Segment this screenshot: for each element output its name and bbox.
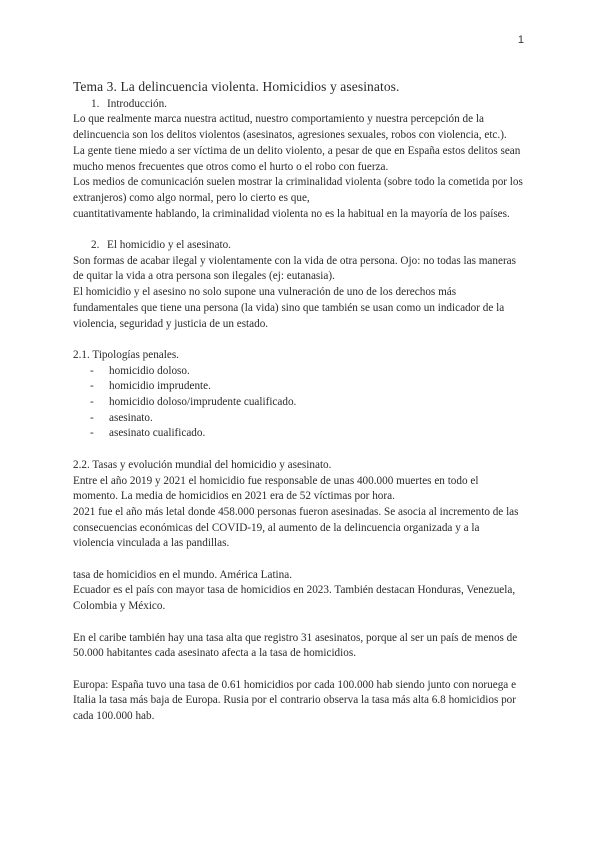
list-item xyxy=(90,426,523,442)
section-1-number: 1. xyxy=(91,97,100,110)
paragraph: El homicidio y el asesino no solo supone una vulneración de uno de los derechos más fundamentales que tiene una persona (la vida) sino que también se usan como un indicador de la violencia, seguridad y justicia de un estado. xyxy=(73,286,505,330)
spacer xyxy=(73,442,523,458)
spacer xyxy=(73,332,523,348)
paragraph: Los medios de comunicación suelen mostrar la criminalidad violenta (sobre todo la cometida por los extranjeros) como algo normal, pero lo cierto es que, xyxy=(73,176,523,204)
paragraph: Lo que realmente marca nuestra actitud, nuestro comportamiento y nuestra percepción de la delincuencia son los delitos violentos (asesinatos, agresiones sexuales, robos con violencia, etc.). xyxy=(73,113,507,142)
list-item xyxy=(90,379,523,395)
document-title: Tema 3. La delincuencia violenta. Homicidios y asesinatos. xyxy=(73,79,400,94)
page-number: 1 xyxy=(517,34,524,46)
section-1-title: Introducción. xyxy=(107,97,167,110)
list-item-text: asesinato. xyxy=(109,411,153,424)
paragraph: tasa de homicidios en el mundo. América Latina. xyxy=(73,568,293,581)
dash-bullet: - xyxy=(90,396,94,409)
spacer xyxy=(73,615,523,631)
paragraph: Entre el año 2019 y 2021 el homicidio fue responsable de unas 400.000 muertes en todo el momento. La media de homicidios en 2021 era de 52 víctimas por hora. xyxy=(73,474,479,503)
list-item xyxy=(90,395,523,411)
list-item xyxy=(90,411,523,427)
section-2-2-heading: 2.2. Tasas y evolución mundial del homicidio y asesinato. xyxy=(73,458,332,471)
spacer xyxy=(73,552,523,568)
paragraph: La gente tiene miedo a ser víctima de un delito violento, a pesar de que en España estos delitos sean mucho menos frecuentes que otros como el hurto o el robo con fuerza. xyxy=(73,144,521,173)
paragraph: Son formas de acabar ilegal y violentamente con la vida de otra persona. Ojo: no todas las maneras de quitar la vida a otra persona son ilegales (ej: eutanasia). xyxy=(73,254,516,283)
list-item-text: homicidio imprudente. xyxy=(109,380,211,393)
document-body xyxy=(73,79,523,725)
list-item-text: homicidio doloso/imprudente cualificado. xyxy=(109,396,297,409)
spacer xyxy=(73,222,523,238)
paragraph: En el caribe también hay una tasa alta que registro 31 asesinatos, porque al ser un país de menos de 50.000 habitantes cada asesinato afecta a la tasa de homicidios. xyxy=(73,631,518,660)
typology-list xyxy=(73,364,523,443)
paragraph: Europa: España tuvo una tasa de 0.61 homicidios por cada 100.000 hab siendo junto con noruega e Italia la tasa más baja de Europa. Rusia por el contrario observa la tasa más alta 6.8 homicidios por cada 100.000 hab. xyxy=(73,678,517,723)
spacer xyxy=(73,662,523,678)
dash-bullet: - xyxy=(90,364,94,377)
paragraph: Ecuador es el país con mayor tasa de homicidios en 2023. También destacan Honduras, Venezuela, Colombia y México. xyxy=(73,584,516,613)
section-1-heading xyxy=(73,97,523,113)
paragraph: 2021 fue el año más letal donde 458.000 personas fueron asesinadas. Se asocia al incremento de las consecuencias económicas del COVID-19, al aumento de la delincuencia organizada y a la violencia vinculada a las pandillas. xyxy=(73,505,519,550)
section-2-heading xyxy=(73,238,523,254)
dash-bullet: - xyxy=(90,380,94,393)
list-item-text: asesinato cualificado. xyxy=(109,427,206,440)
dash-bullet: - xyxy=(90,427,94,440)
section-2-1-heading: 2.1. Tipologías penales. xyxy=(73,348,179,361)
dash-bullet: - xyxy=(90,411,94,424)
paragraph: cuantitativamente hablando, la criminalidad violenta no es la habitual en la mayoría de los países. xyxy=(73,207,510,220)
section-2-title: El homicidio y el asesinato. xyxy=(107,239,231,252)
list-item-text: homicidio doloso. xyxy=(109,364,190,377)
list-item xyxy=(90,364,523,380)
section-2-number: 2. xyxy=(91,239,100,252)
